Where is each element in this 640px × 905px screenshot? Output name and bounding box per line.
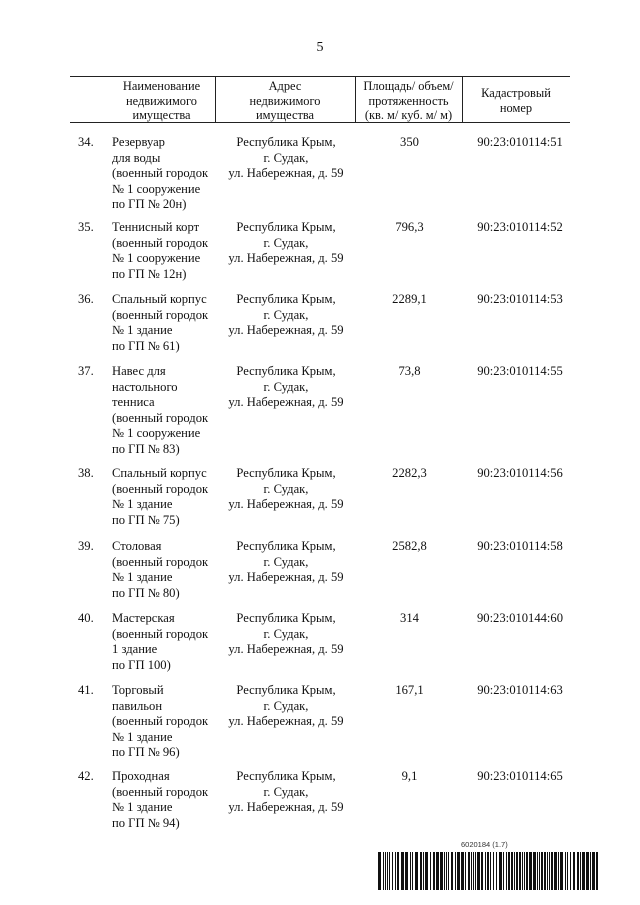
header-name: Наименование недвижимого имущества — [122, 79, 201, 122]
cadastral-number: 90:23:010114:55 — [477, 364, 563, 378]
property-name-line: тенниса — [112, 395, 155, 410]
barcode-bar — [519, 852, 521, 890]
property-name-line: Теннисный корт — [112, 220, 200, 234]
property-address-line: Республика Крым, — [236, 539, 336, 553]
barcode-bar — [596, 852, 598, 890]
property-name-line: № 1 здание — [112, 570, 173, 585]
property-name-line: (военный городок — [112, 481, 209, 496]
property-name-line: (военный городок — [112, 784, 209, 799]
barcode-bar — [493, 852, 494, 890]
barcode-bar — [577, 852, 579, 890]
property-name-line: по ГП № 83) — [112, 441, 180, 456]
property-name-line: (военный городок — [112, 410, 209, 425]
barcode-bar — [590, 852, 591, 890]
property-name-line: по ГП № 12н) — [112, 266, 187, 281]
cadastral-number: 90:23:010114:58 — [477, 539, 563, 553]
barcode-bar — [477, 852, 480, 890]
barcode-bar — [423, 852, 424, 890]
property-address-line: г. Судак, — [263, 481, 309, 496]
property-address — [215, 466, 357, 513]
row-number: 39. — [78, 539, 94, 553]
property-name-line: № 1 сооружение — [112, 251, 201, 266]
barcode-bar — [433, 852, 435, 890]
barcode-bar — [592, 852, 595, 890]
barcode-bar — [378, 852, 381, 890]
barcode-bar — [395, 852, 396, 890]
table-top-border — [70, 76, 570, 77]
property-address-line: г. Судак, — [263, 698, 309, 713]
barcode-bar — [389, 852, 390, 890]
barcode-bar — [440, 852, 443, 890]
document-code: 6020184 (1.7) — [461, 840, 508, 849]
property-name-line: (военный городок — [112, 554, 209, 569]
barcode-bar — [522, 852, 523, 890]
property-name-line: Резервуар — [112, 135, 165, 149]
property-name-line: Навес для — [112, 364, 166, 378]
barcode-bar — [558, 852, 559, 890]
property-area: 796,3 — [395, 220, 424, 234]
property-name-line: № 1 здание — [112, 800, 173, 815]
barcode-bar — [560, 852, 563, 890]
property-name-line: № 1 сооружение — [112, 181, 201, 196]
cadastral-number: 90:23:010114:53 — [477, 292, 563, 306]
property-name-line: для воды — [112, 150, 161, 165]
barcode-bar — [468, 852, 470, 890]
property-address-line: ул. Набережная, д. 59 — [228, 323, 344, 338]
property-name — [112, 292, 222, 354]
property-name — [112, 220, 222, 282]
barcode-bar — [490, 852, 491, 890]
property-address — [215, 611, 357, 658]
barcode-bar — [499, 852, 502, 890]
row-number: 38. — [78, 466, 94, 480]
property-name — [112, 466, 222, 528]
barcode-bar — [430, 852, 431, 890]
property-name-line: (военный городок — [112, 626, 209, 641]
barcode-bar — [405, 852, 408, 890]
property-address-line: ул. Набережная, д. 59 — [228, 497, 344, 512]
property-name-line: по ГП № 75) — [112, 512, 180, 527]
barcode-bar — [410, 852, 411, 890]
property-area: 9,1 — [401, 769, 418, 783]
page-number: 5 — [316, 40, 324, 55]
property-address-line: Республика Крым, — [236, 683, 336, 697]
property-address-line: ул. Набережная, д. 59 — [228, 642, 344, 657]
barcode-bar — [511, 852, 513, 890]
cadastral-number: 90:23:010144:60 — [476, 611, 564, 625]
property-name-line: Проходная — [112, 769, 170, 783]
property-name-line: по ГП № 96) — [112, 745, 180, 760]
barcode-bar — [455, 852, 456, 890]
property-address-line: г. Судак, — [263, 307, 309, 322]
barcode-bar — [412, 852, 413, 890]
property-name — [112, 364, 222, 458]
barcode-bar — [573, 852, 575, 890]
barcode-bar — [529, 852, 532, 890]
property-address — [215, 539, 357, 586]
property-name-line: настольного — [112, 379, 178, 394]
property-address-line: г. Судак, — [263, 150, 309, 165]
barcode-bar — [514, 852, 515, 890]
barcode-bar — [506, 852, 507, 890]
property-area: 314 — [400, 611, 419, 625]
property-name-line: по ГП № 80) — [112, 585, 180, 600]
barcode-bar — [457, 852, 460, 890]
property-name — [112, 683, 222, 761]
property-address-line: г. Судак, — [263, 379, 309, 394]
barcode-bar — [420, 852, 422, 890]
barcode-bar — [549, 852, 550, 890]
row-number: 34. — [78, 135, 94, 149]
property-name-line: № 1 здание — [112, 729, 173, 744]
property-name-line: (военный городок — [112, 166, 209, 181]
property-name-line: по ГП № 61) — [112, 338, 180, 353]
property-address-line: Республика Крым, — [236, 611, 336, 625]
property-name-line: (военный городок — [112, 307, 209, 322]
cadastral-number: 90:23:010114:52 — [477, 220, 563, 234]
property-area: 2289,1 — [392, 292, 427, 306]
barcode-bar — [565, 852, 566, 890]
header-address: Адрес недвижимого имущества — [249, 79, 321, 122]
property-address-line: Республика Крым, — [236, 220, 336, 234]
barcode-bar — [461, 852, 464, 890]
property-address-line: г. Судак, — [263, 235, 309, 250]
barcode-bar — [554, 852, 557, 890]
property-address-line: Республика Крым, — [236, 466, 336, 480]
cadastral-number: 90:23:010114:63 — [477, 683, 563, 697]
row-number: 35. — [78, 220, 94, 234]
barcode-bar — [541, 852, 543, 890]
property-name-line: № 1 сооружение — [112, 426, 201, 441]
barcode-bar — [570, 852, 571, 890]
property-name-line: Спальный корпус — [112, 466, 207, 480]
property-name — [112, 769, 222, 831]
property-address-line: ул. Набережная, д. 59 — [228, 251, 344, 266]
property-name-line: (военный городок — [112, 235, 209, 250]
barcode-bar — [392, 852, 393, 890]
barcode-bar — [451, 852, 453, 890]
cadastral-number: 90:23:010114:56 — [477, 466, 563, 480]
barcode-bar — [415, 852, 418, 890]
barcode-bar — [446, 852, 447, 890]
barcode-bar — [473, 852, 474, 890]
barcode-bar — [539, 852, 540, 890]
row-number: 42. — [78, 769, 94, 783]
property-address — [215, 292, 357, 339]
header-area: Площадь/ объем/ протяженность (кв. м/ куб. м/ м) — [363, 79, 454, 122]
header-cadastral: Кадастровый номер — [481, 86, 551, 115]
barcode-bar — [533, 852, 536, 890]
barcode-bar — [503, 852, 504, 890]
cadastral-number: 90:23:010114:51 — [477, 135, 563, 149]
property-area: 73,8 — [398, 364, 421, 378]
barcode-bar — [544, 852, 546, 890]
barcode-bar — [465, 852, 466, 890]
barcode-bar — [537, 852, 538, 890]
barcode-bar — [586, 852, 589, 890]
property-name-line: № 1 здание — [112, 497, 173, 512]
property-name-line: № 1 здание — [112, 323, 173, 338]
barcode-bar — [383, 852, 384, 890]
property-name-line: (военный городок — [112, 714, 209, 729]
property-address-line: Республика Крым, — [236, 135, 336, 149]
barcode-bar — [436, 852, 439, 890]
property-address-line: ул. Набережная, д. 59 — [228, 800, 344, 815]
property-name-line: 1 здание — [112, 642, 158, 657]
property-address — [215, 364, 357, 411]
property-area: 2582,8 — [392, 539, 427, 553]
property-name-line: по ГП № 94) — [112, 815, 180, 830]
barcode-bar — [471, 852, 472, 890]
barcode-bar — [448, 852, 449, 890]
property-address-line: г. Судак, — [263, 554, 309, 569]
property-address-line: ул. Набережная, д. 59 — [228, 166, 344, 181]
property-address-line: ул. Набережная, д. 59 — [228, 570, 344, 585]
property-address — [215, 769, 357, 816]
barcode-bar — [580, 852, 581, 890]
property-address-line: ул. Набережная, д. 59 — [228, 714, 344, 729]
barcode — [378, 852, 600, 890]
property-address — [215, 683, 357, 730]
barcode-bar — [547, 852, 548, 890]
barcode-bar — [551, 852, 553, 890]
barcode-bar — [582, 852, 585, 890]
barcode-bar — [508, 852, 510, 890]
property-area: 350 — [400, 135, 419, 149]
property-address-line: Республика Крым, — [236, 292, 336, 306]
property-address-line: г. Судак, — [263, 626, 309, 641]
barcode-bar — [444, 852, 445, 890]
property-address-line: г. Судак, — [263, 784, 309, 799]
barcode-bar — [475, 852, 476, 890]
barcode-bar — [487, 852, 489, 890]
barcode-bar — [387, 852, 388, 890]
property-area: 167,1 — [395, 683, 424, 697]
barcode-bar — [397, 852, 399, 890]
barcode-bar — [567, 852, 568, 890]
property-name-line: Торговый — [112, 683, 164, 697]
barcode-bar — [425, 852, 428, 890]
barcode-bar — [526, 852, 528, 890]
row-number: 37. — [78, 364, 94, 378]
property-address — [215, 135, 357, 182]
property-area: 2282,3 — [392, 466, 427, 480]
property-address-line: Республика Крым, — [236, 364, 336, 378]
barcode-bar — [524, 852, 525, 890]
property-address-line: Республика Крым, — [236, 769, 336, 783]
property-name-line: по ГП 100) — [112, 657, 171, 672]
row-number: 40. — [78, 611, 94, 625]
property-name-line: павильон — [112, 698, 163, 713]
property-name-line: Мастерская — [112, 611, 175, 625]
property-address — [215, 220, 357, 267]
barcode-bar — [481, 852, 483, 890]
barcode-bar — [385, 852, 386, 890]
barcode-bar — [496, 852, 497, 890]
property-name-line: Столовая — [112, 539, 162, 553]
barcode-bar — [485, 852, 486, 890]
barcode-bar — [401, 852, 404, 890]
row-number: 41. — [78, 683, 94, 697]
property-address-line: ул. Набережная, д. 59 — [228, 395, 344, 410]
property-name — [112, 135, 222, 213]
property-name-line: по ГП № 20н) — [112, 197, 187, 212]
row-number: 36. — [78, 292, 94, 306]
property-name-line: Спальный корпус — [112, 292, 207, 306]
property-name — [112, 539, 222, 601]
cadastral-number: 90:23:010114:65 — [477, 769, 563, 783]
property-name — [112, 611, 222, 673]
barcode-bar — [516, 852, 518, 890]
